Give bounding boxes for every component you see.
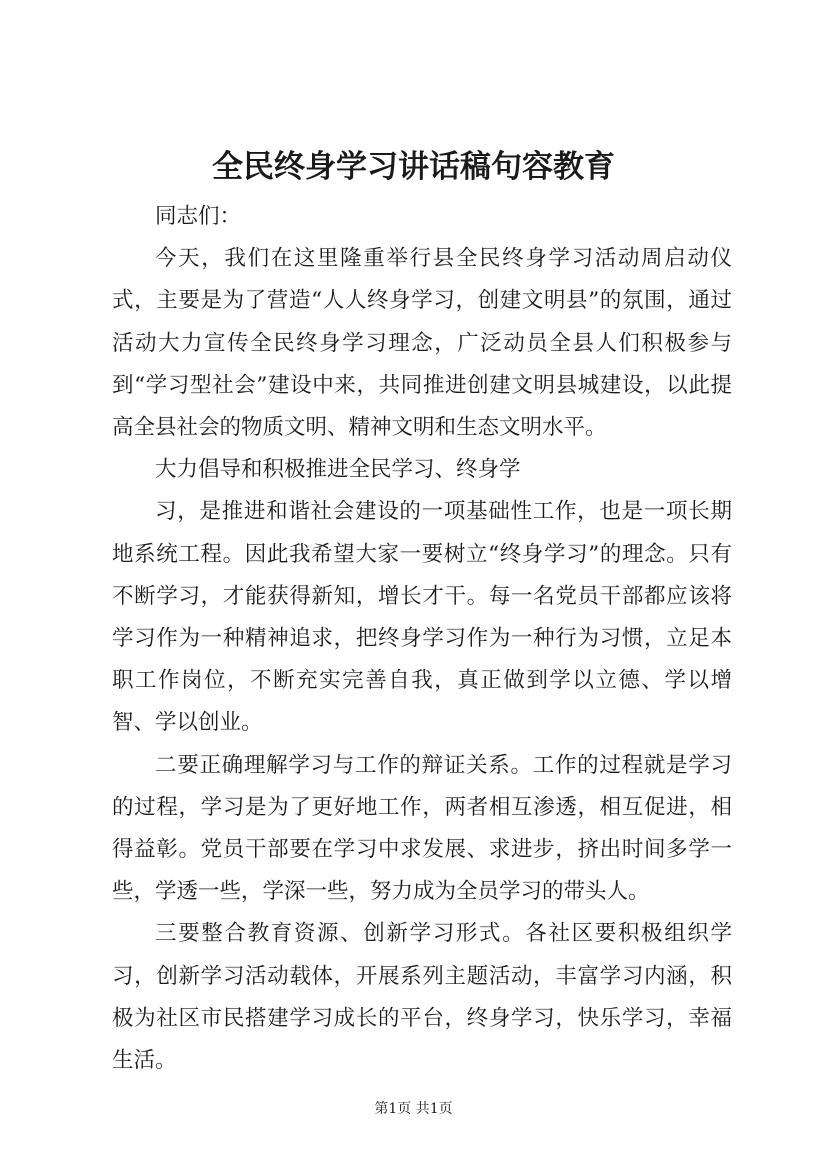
document-title: 全民终身学习讲话稿句容教育 bbox=[212, 149, 615, 185]
paragraph-second-point: 二要正确理解学习与工作的辩证关系。工作的过程就是学习的过程，学习是为了更好地工作，两者相互渗透，相互促进，相得益彰。党员干部要在学习中求发展、求进步，挤出时间多学一些，学透一些，学深一些，努力成为全员学习的带头人。 bbox=[112, 752, 732, 905]
page-footer: 第1页 共1页 bbox=[374, 1101, 453, 1117]
paragraph-opening: 今天，我们在这里隆重举行县全民终身学习活动周启动仪式，主要是为了营造“人人终身学习，创建文明县”的氛围，通过活动大力宣传全民终身学习理念，广泛动员全县人们积极参与到“学习型社会”建设中来，共同推进创建文明县城建设，以此提高全县社会的物质文明、精神文明和生态文明水平。 bbox=[112, 246, 732, 441]
document-body bbox=[112, 196, 732, 1082]
salutation: 同志们： bbox=[155, 204, 242, 229]
paragraph-third-point: 三要整合教育资源、创新学习形式。各社区要积极组织学习，创新学习活动载体，开展系列主题活动，丰富学习内涵，积极为社区市民搭建学习成长的平台，终身学习，快乐学习，幸福生活。 bbox=[112, 921, 732, 1074]
paragraph-first-point: 习，是推进和谐社会建设的一项基础性工作，也是一项长期地系统工程。因此我希望大家一要树立“终身学习”的理念。只有不断学习，才能获得新知，增长才干。每一名党员干部都应该将学习作为一种精神追求，把终身学习作为一种行为习惯，立足本职工作岗位，不断充实完善自我，真正做到学以立德、学以增智、学以创业。 bbox=[112, 499, 732, 736]
paragraph-advocacy: 大力倡导和积极推进全民学习、终身学 bbox=[155, 457, 521, 483]
